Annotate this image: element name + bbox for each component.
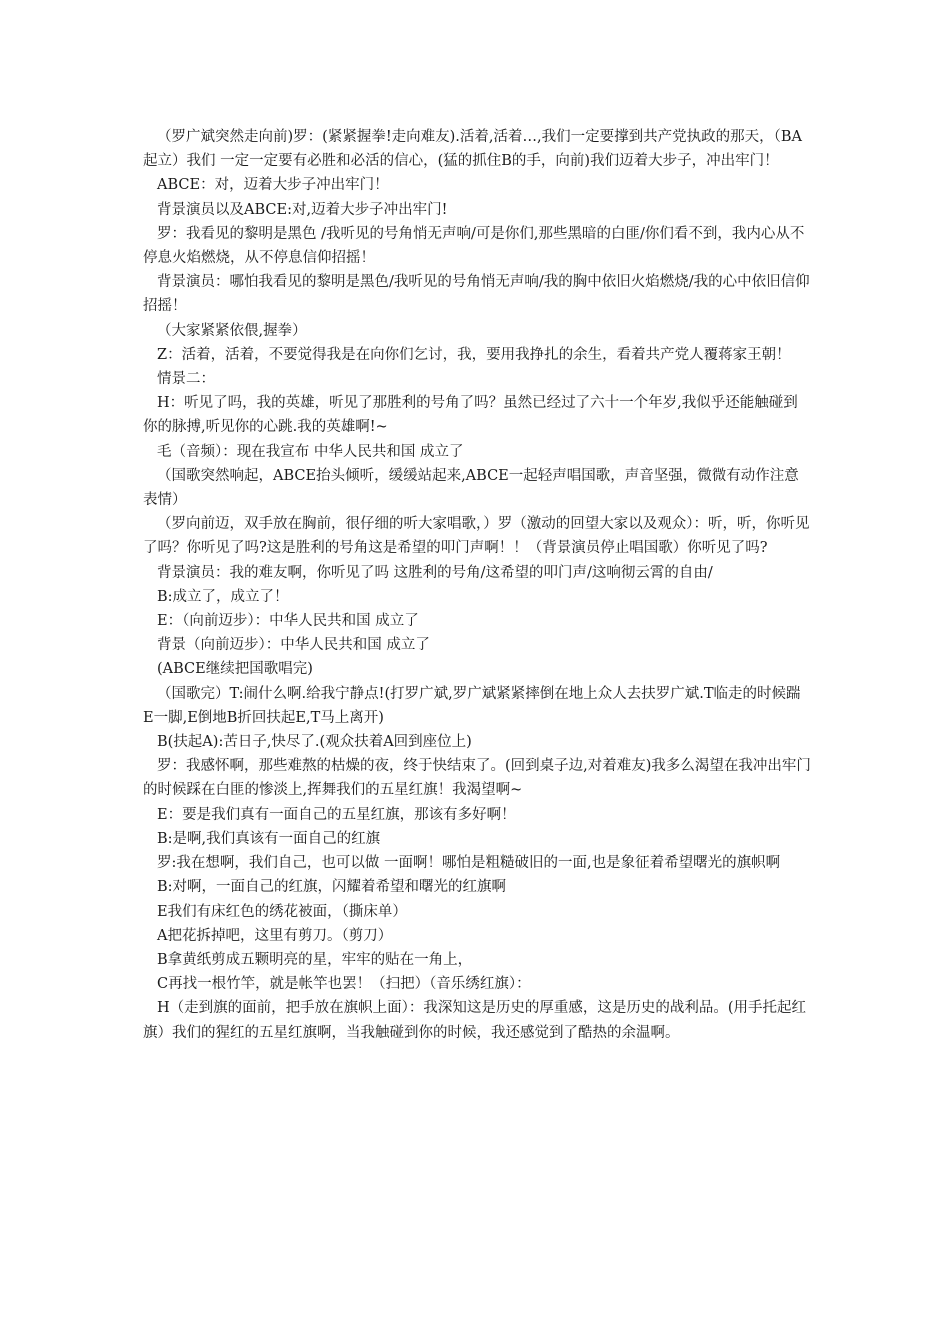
paragraph: E：要是我们真有一面自己的五星红旗，那该有多好啊！	[157, 806, 516, 823]
paragraph: 罗：我看见的黎明是黑色 /我听见的号角悄无声响/可是你们,那些黑暗的白匪/你们看不到，我内心从不停息火焰燃烧，从不停息信仰招摇！	[143, 225, 805, 267]
paragraph: 毛（音频）：现在我宣布 中华人民共和国 成立了	[157, 443, 464, 460]
paragraph: B:是啊,我们真该有一面自己的红旗	[157, 830, 381, 847]
paragraph: 背景演员：哪怕我看见的黎明是黑色/我听见的号角悄无声响/我的胸中依旧火焰燃烧/我的心中依旧信仰招摇！	[143, 274, 810, 315]
paragraph: C再找一根竹竿，就是帐竿也罢！（扫把）（音乐绣红旗）：	[157, 976, 531, 993]
paragraph: 背景（向前迈步）：中华人民共和国 成立了	[157, 637, 430, 654]
paragraph: 背景演员以及ABCE:对,迈着大步子冲出牢门!	[157, 201, 448, 218]
paragraph: B:对啊，一面自己的红旗，闪耀着希望和曙光的红旗啊	[157, 879, 507, 896]
document-body	[143, 125, 811, 1045]
paragraph: 罗：我感怀啊，那些难熬的枯燥的夜，终于快结束了。(回到桌子边,对着难友)我多么渴望在我冲出牢门的时候踩在白匪的惨淡上,挥舞我们的五星红旗！我渴望啊~	[143, 758, 811, 799]
paragraph: H（走到旗的面前，把手放在旗帜上面）：我深知这是历史的厚重感，这是历史的战利品。(用手托起红旗）我们的猩红的五星红旗啊，当我触碰到你的时候，我还感觉到了酷热的余温啊。	[143, 1000, 807, 1041]
paragraph: Z：活着，活着，不要觉得我是在向你们乞讨，我，要用我挣扎的余生，看着共产党人覆蒋家王朝！	[157, 346, 791, 363]
paragraph: （国歌完）T:闹什么啊.给我宁静点!(打罗广斌,罗广斌紧紧摔倒在地上众人去扶罗广斌.T临走的时候踹E一脚,E倒地B折回扶起E,T马上离开)	[143, 685, 801, 726]
paragraph: 罗:我在想啊，我们自己，也可以做 一面啊！哪怕是粗糙破旧的一面,也是象征着希望曙光的旗帜啊	[157, 855, 781, 872]
scene-heading: 情景二：	[157, 371, 215, 388]
paragraph: (ABCE继续把国歌唱完)	[157, 661, 313, 678]
paragraph: B拿黄纸剪成五颗明亮的星，牢牢的贴在一角上，	[157, 951, 473, 968]
paragraph: ABCE：对，迈着大步子冲出牢门！	[157, 177, 389, 194]
paragraph: E：（向前迈步）：中华人民共和国 成立了	[157, 613, 419, 630]
paragraph: （国歌突然响起，ABCE抬头倾听，缓缓站起来,ABCE一起轻声唱国歌，声音坚强，微微有动作注意表情）	[143, 467, 799, 509]
paragraph: E我们有床红色的绣花被面，（撕床单）	[157, 903, 407, 920]
paragraph: （罗广斌突然走向前)罗：(紧紧握拳!走向难友).活着,活着…,我们一定要撑到共产党执政的那天，（BA起立）我们 一定一定要有必胜和必活的信心，(猛的抓住B的手，向前)我们迈着大步子，冲出牢门！	[143, 129, 802, 170]
paragraph: 背景演员：我的难友啊，你听见了吗 这胜利的号角/这希望的叩门声/这响彻云霄的自由/	[157, 564, 713, 581]
paragraph: B(扶起A):苦日子,快尽了.(观众扶着A回到座位上)	[157, 734, 472, 751]
paragraph: （罗向前迈，双手放在胸前，很仔细的听大家唱歌，）罗（激动的回望大家以及观众）：听，听，你听见了吗？你听见了吗?这是胜利的号角这是希望的叩门声啊！！（背景演员停止唱国歌）你听见了吗?	[143, 516, 810, 557]
paragraph: B:成立了，成立了！	[157, 588, 289, 605]
paragraph: A把花拆掉吧，这里有剪刀。（剪刀）	[157, 927, 393, 944]
paragraph: H：听见了吗，我的英雄，听见了那胜利的号角了吗？虽然已经过了六十一个年岁,我似乎还能触碰到你的脉搏,听见你的心跳.我的英雄啊!~	[143, 395, 798, 436]
paragraph: （大家紧紧依偎,握拳）	[157, 322, 307, 339]
